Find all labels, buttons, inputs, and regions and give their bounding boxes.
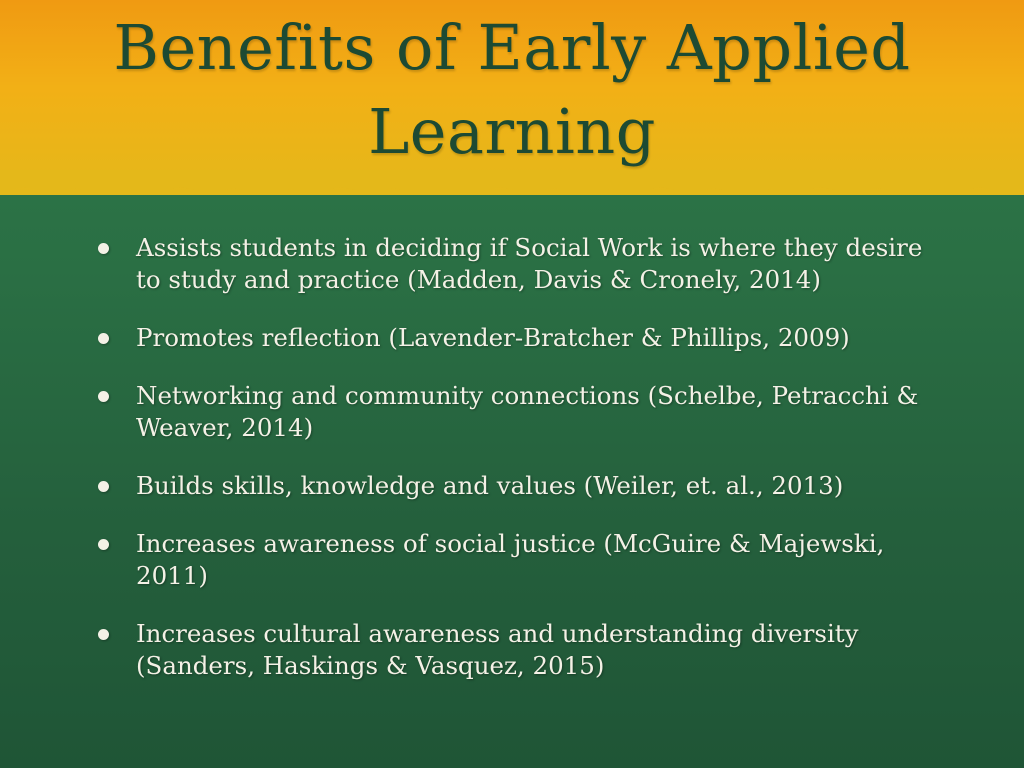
bullet-icon <box>98 629 109 640</box>
bullet-text: Assists students in deciding if Social Work is where they desire to study and practice (Madden, Davis & Cronely, 2014) <box>136 233 923 294</box>
bullet-text: Increases cultural awareness and understanding diversity (Sanders, Haskings & Vasquez, 2015) <box>136 619 859 680</box>
bullet-icon <box>98 481 109 492</box>
bullet-text: Increases awareness of social justice (McGuire & Majewski, 2011) <box>136 529 885 590</box>
bullet-text: Promotes reflection (Lavender-Bratcher & Phillips, 2009) <box>136 323 850 352</box>
bullet-icon <box>98 539 109 550</box>
bullet-item <box>94 618 944 682</box>
bullet-item <box>94 232 944 296</box>
bullet-item <box>94 380 944 444</box>
slide-title: Benefits of Early Applied Learning <box>113 11 911 168</box>
bullet-icon <box>98 333 109 344</box>
bullet-item <box>94 528 944 592</box>
bullet-text: Builds skills, knowledge and values (Weiler, et. al., 2013) <box>136 471 844 500</box>
bullet-item <box>94 470 944 502</box>
bullet-item <box>94 322 944 354</box>
header-torn-edge <box>0 170 1024 210</box>
bullet-icon <box>98 391 109 402</box>
bullet-list <box>94 232 944 708</box>
bullet-icon <box>98 243 109 254</box>
bullet-text: Networking and community connections (Schelbe, Petracchi & Weaver, 2014) <box>136 381 919 442</box>
